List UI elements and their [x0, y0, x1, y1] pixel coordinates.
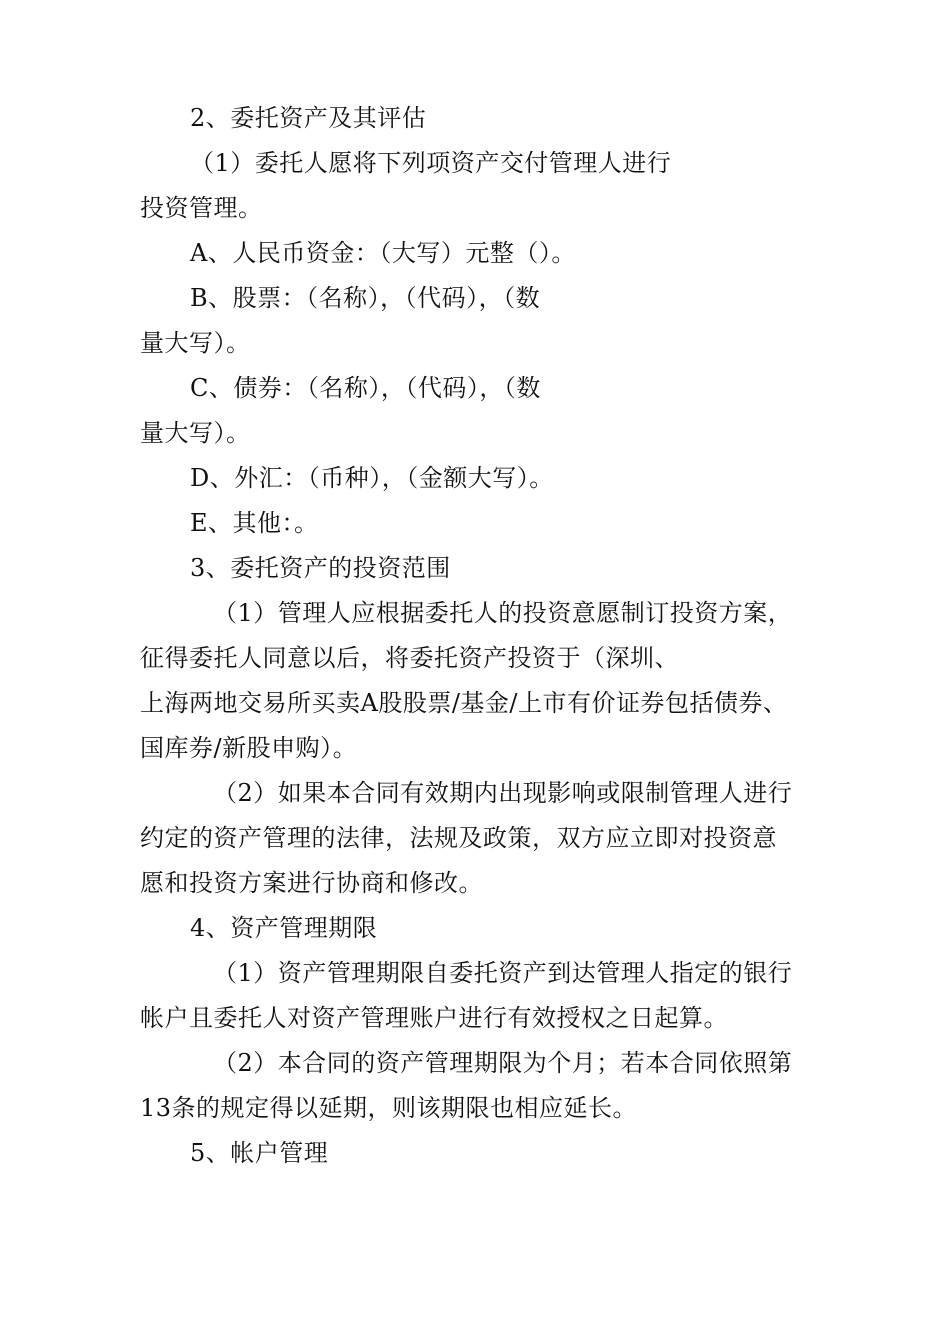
list-item-a: A、人民币资金：（大写）元整（）。 [190, 239, 576, 267]
paragraph-line: 量大写）。 [140, 419, 251, 447]
paragraph-line: （2）如果本合同有效期内出现影响或限制管理人进行 [213, 779, 793, 807]
paragraph-line: 帐户且委托人对资产管理账户进行有效授权之日起算。 [140, 1004, 728, 1032]
paragraph-line: 愿和投资方案进行协商和修改。 [140, 869, 483, 897]
list-item-b: B、股票：（名称），（代码），（数 [190, 284, 541, 312]
paragraph-line: 约定的资产管理的法律，法规及政策，双方应立即对投资意 [140, 824, 777, 852]
paragraph-line: 国库券/新股申购）。 [140, 734, 358, 762]
list-item-c: C、债券：（名称），（代码），（数 [190, 374, 541, 402]
paragraph-line: （1）管理人应根据委托人的投资意愿制订投资方案， [213, 599, 793, 627]
paragraph-line: 量大写）。 [140, 329, 251, 357]
paragraph-line: 投资管理。 [140, 194, 263, 222]
paragraph-line: （2）本合同的资产管理期限为个月；若本合同依照第 [213, 1049, 793, 1077]
section-heading-3: 3、委托资产的投资范围 [190, 554, 451, 582]
section-heading-2: 2、委托资产及其评估 [190, 104, 427, 132]
paragraph-line: 13条的规定得以延期，则该期限也相应延长。 [140, 1094, 638, 1122]
list-item-d: D、外汇：（币种），（金额大写）。 [190, 464, 554, 492]
section-heading-4: 4、资产管理期限 [190, 914, 378, 942]
paragraph-line: （1）委托人愿将下列项资产交付管理人进行 [190, 149, 672, 177]
list-item-e: E、其他：。 [190, 509, 319, 537]
paragraph-line: （1）资产管理期限自委托资产到达管理人指定的银行 [213, 959, 793, 987]
paragraph-line: 征得委托人同意以后，将委托资产投资于（深圳、 [140, 644, 679, 672]
section-heading-5: 5、帐户管理 [190, 1139, 329, 1167]
paragraph-line: 上海两地交易所买卖A股股票/基金/上市有价证券包括债券、 [140, 689, 788, 717]
